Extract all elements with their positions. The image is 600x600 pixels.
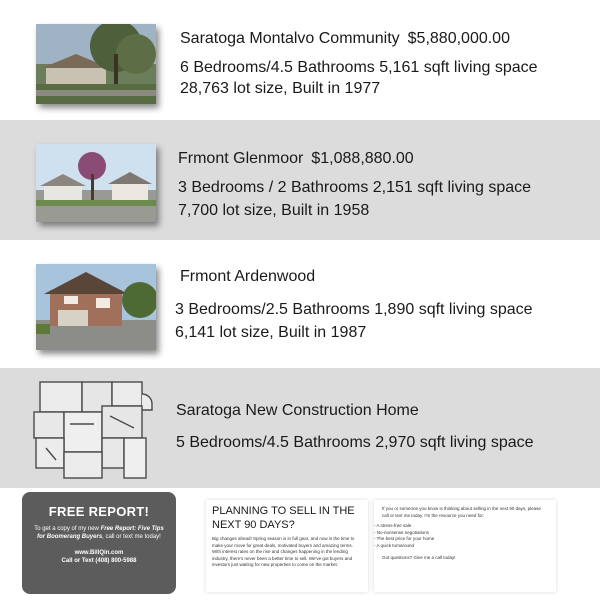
listing-details: 6 Bedrooms/4.5 Bathrooms 5,161 sqft living space — [180, 59, 538, 76]
planning-title: PLANNING TO SELL IN THE NEXT 90 DAYS? — [212, 505, 355, 531]
list-item: - No-nonsense negotiations — [374, 529, 430, 535]
listing-details: 3 Bedrooms/2.5 Bathrooms 1,890 sqft living space — [175, 301, 533, 318]
listing-photo-3[interactable] — [36, 264, 156, 350]
free-report-title: FREE REPORT! — [48, 504, 150, 519]
listing-details: 3 Bedrooms / 2 Bathrooms 2,151 sqft living space — [178, 179, 532, 196]
listing-lot: 7,700 lot size, Built in 1958 — [178, 202, 370, 219]
free-report-site[interactable]: www.BillQin.com — [74, 550, 124, 556]
listing-price: $5,880,000.00 — [407, 30, 510, 47]
listing-floorplan-4[interactable] — [30, 376, 160, 484]
listing-name: Frmont Ardenwood — [180, 268, 316, 285]
listing-title-2 — [178, 148, 414, 169]
listing-title-1 — [180, 28, 510, 49]
listing-row-1[interactable] — [0, 0, 600, 120]
free-report-cta: , call or text me today! — [102, 534, 161, 540]
list-item: - A stress-free sale — [374, 523, 412, 528]
contact-intro: If you or someone you know is thinking about selling in the next 90 days, please call or text me today. I'm the resource you need for: — [382, 506, 541, 518]
listing-lot: 28,763 lot size, Built in 1977 — [180, 80, 381, 97]
listing-photo-2[interactable] — [36, 144, 156, 222]
listing-title-3 — [180, 266, 315, 287]
contact-panel — [374, 500, 556, 592]
free-report-intro: To get a copy of my new — [34, 526, 101, 532]
free-report-phone[interactable]: Call or Text (408) 800-5988 — [61, 558, 137, 564]
list-item: - A quick turnaround — [374, 542, 415, 548]
listing-photo-1[interactable] — [36, 24, 156, 104]
free-report-offer: Free Report: Five Tips for Boomerang Buyers — [37, 526, 164, 540]
listing-details: 5 Bedrooms/4.5 Bathrooms 2,970 sqft living space — [176, 434, 534, 451]
listing-row-2[interactable] — [0, 120, 600, 240]
listing-row-3[interactable] — [0, 240, 600, 368]
planning-body: Big changes ahead! Spring season is in full gear, and now is the time to make your move for great deals, motivated buyers and amazing terms. With interest rates on the rise and changes happening in the lending industry, there's never been a better time to sell. We've got buyers and investors just waiting for new properties to come on the market. — [212, 536, 355, 567]
list-item: - The best price for your home — [374, 536, 435, 541]
listing-name: Saratoga Montalvo Community — [180, 30, 400, 47]
free-report-body — [32, 525, 166, 541]
listing-title-4 — [176, 400, 419, 421]
listing-price: $1,088,880.00 — [311, 150, 414, 167]
listing-lot: 6,141 lot size, Built in 1987 — [175, 324, 367, 341]
free-report-card[interactable] — [22, 492, 176, 594]
contact-list — [374, 523, 556, 549]
listing-name: Frmont Glenmoor — [178, 150, 304, 167]
listing-row-4[interactable] — [0, 368, 600, 488]
contact-cta: Got questions? Give me a call today! — [382, 555, 456, 560]
listing-name: Saratoga New Construction Home — [176, 402, 419, 419]
planning-panel — [206, 500, 368, 592]
